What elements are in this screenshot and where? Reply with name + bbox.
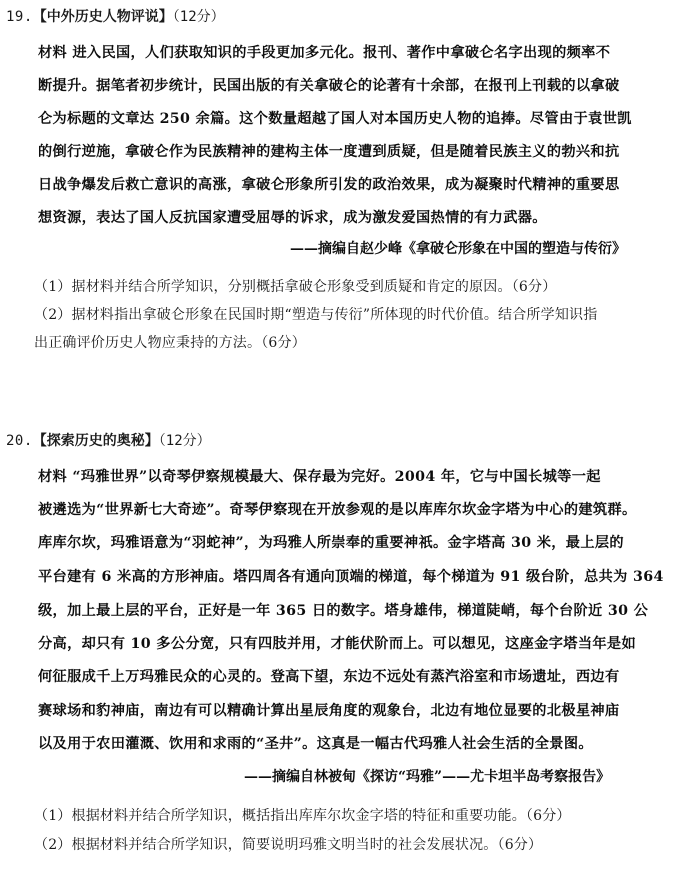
q19-material-line: 材料 进入民国，人们获取知识的手段更加多元化。报刊、著作中拿破仑名字出现的频率不 <box>38 45 611 61</box>
q20-material-line: 分高，却只有 10 多公分宽，只有四肢并用，才能伏阶而上。可以想见，这座金字塔当年是如 <box>38 636 636 652</box>
q19-material-line: 的倒行逆施，拿破仑作为民族精神的建构主体一度遭到质疑，但是随着民族主义的勃兴和抗 <box>38 144 620 160</box>
q19-source: ——摘编自赵少峰《拿破仑形象在中国的塑造与传衍》 <box>290 241 626 257</box>
q20-subquestion-2: （2）根据材料并结合所学知识，简要说明玛雅文明当时的社会发展状况。（6分） <box>34 837 543 853</box>
q20-material-line: 被遴选为“世界新七大奇迹”。奇琴伊察现在开放参观的是以库库尔坎金字塔为中心的建筑群。 <box>38 502 637 518</box>
q19-material-line: 日战争爆发后救亡意识的高涨，拿破仑形象所引发的政治效果，成为凝聚时代精神的重要思 <box>38 177 620 193</box>
q20-material-line: 赛球场和豹神庙，南边有可以精确计算出星辰角度的观象台，北边有地位显要的北极星神庙 <box>38 703 620 719</box>
q19-score: （12分） <box>172 9 225 25</box>
q20-header <box>6 432 211 450</box>
q19-subquestion-2: （2）据材料指出拿破仑形象在民国时期“塑造与传衍”所体现的时代价值。结合所学知识指 <box>34 307 598 323</box>
q20-topic: 【探索历史的奥秘】 <box>32 433 159 449</box>
q20-material-line: 材料 “玛雅世界”以奇琴伊察规模最大、保存最为完好。2004 年，它与中国长城等一起 <box>38 469 601 485</box>
q20-material-line: 库库尔坎，玛雅语意为“羽蛇神”，为玛雅人所崇奉的重要神祇。金字塔高 30 米，最上层的 <box>38 535 624 551</box>
q19-subquestion-2-cont: 出正确评价历史人物应秉持的方法。（6分） <box>34 335 306 351</box>
q20-material-line: 平台建有 6 米高的方形神庙。塔四周各有通向顶端的梯道，每个梯道为 91 级台阶，总共为 364 <box>38 569 664 585</box>
q20-score: （12分） <box>158 433 211 449</box>
q19-material-line: 想资源，表达了国人反抗国家遭受屈辱的诉求，成为激发爱国热情的有力武器。 <box>38 210 547 226</box>
q20-number: 20. <box>6 433 33 449</box>
q20-source: ——摘编自林被甸《探访“玛雅”——尤卡坦半岛考察报告》 <box>244 769 611 785</box>
q20-material-line: 何征服成千上万玛雅民众的心灵的。登高下望，东边不远处有蒸汽浴室和市场遗址，西边有 <box>38 669 620 685</box>
q20-subquestion-1: （1）根据材料并结合所学知识，概括指出库库尔坎金字塔的特征和重要功能。（6分） <box>34 808 571 824</box>
q19-material-line: 仑为标题的文章达 250 余篇。这个数量超越了国人对本国历史人物的追捧。尽管由于袁世凯 <box>38 111 632 127</box>
q19-topic: 【中外历史人物评说】 <box>32 9 173 25</box>
q20-material-line: 以及用于农田灌溉、饮用和求雨的“圣井”。这真是一幅古代玛雅人社会生活的全景图。 <box>38 736 593 752</box>
q19-number: 19. <box>6 9 33 25</box>
q20-material-line: 级，加上最上层的平台，正好是一年 365 日的数字。塔身雄伟，梯道陡峭，每个台阶近 30 公 <box>38 603 649 619</box>
q19-subquestion-1: （1）据材料并结合所学知识，分别概括拿破仑形象受到质疑和肯定的原因。（6分） <box>34 279 557 295</box>
q19-material-line: 断提升。据笔者初步统计，民国出版的有关拿破仑的论著有十余部，在报刊上刊载的以拿破 <box>38 78 620 94</box>
q19-header <box>6 8 225 26</box>
